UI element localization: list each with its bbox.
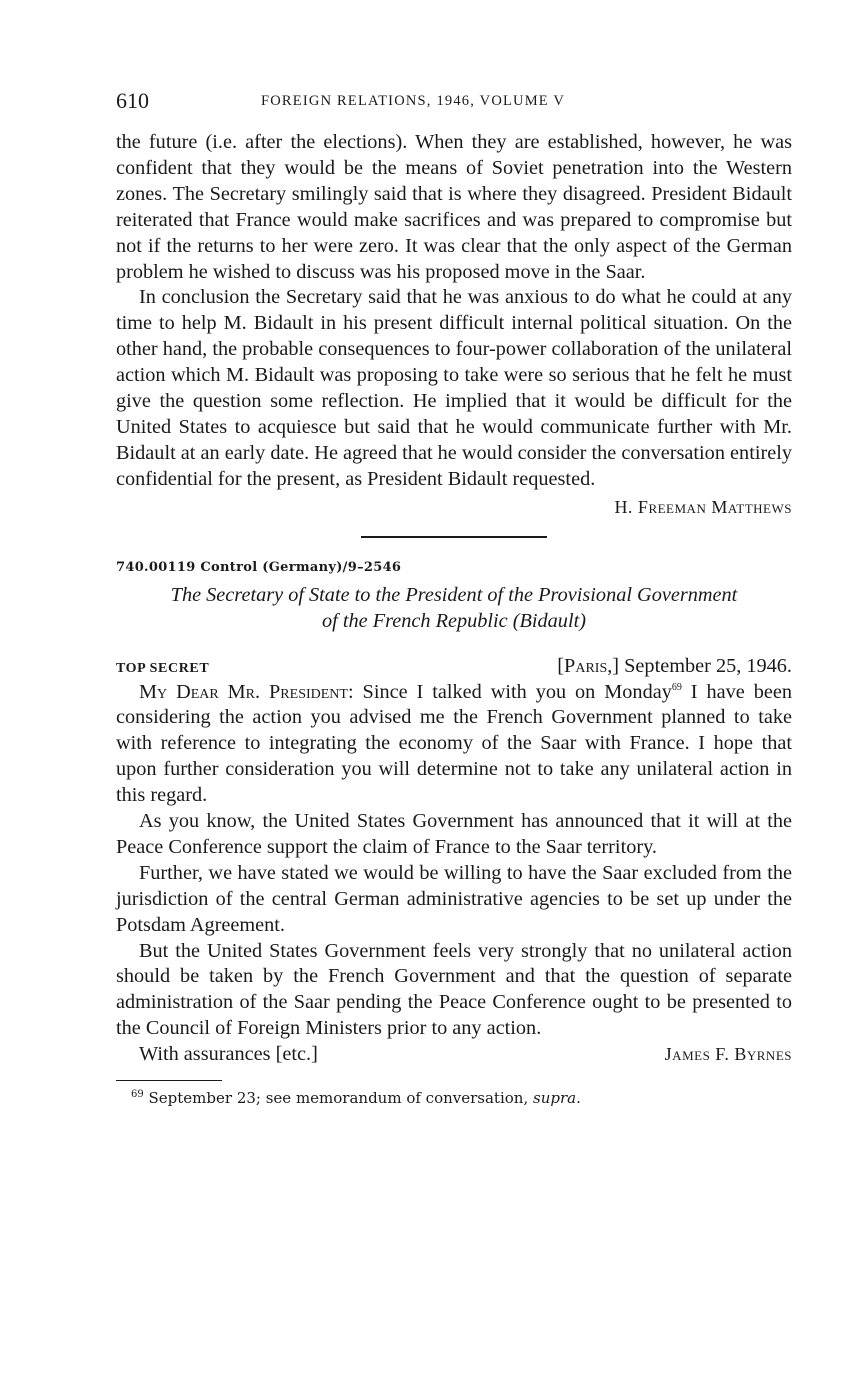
letter-signature: James F. Byrnes bbox=[664, 1044, 792, 1065]
footnote-rule bbox=[116, 1080, 222, 1081]
footnote bbox=[116, 1089, 792, 1107]
document-title bbox=[116, 583, 792, 635]
file-reference: 740.00119 Control (Germany)/9–2546 bbox=[116, 559, 402, 575]
document-title-line: The Secretary of State to the President of the Provisional Government bbox=[170, 583, 738, 606]
letter-paragraph: Further, we have stated we would be willing to have the Saar excluded from the jurisdiction of the central German administrative agencies to be set up under the Potsdam Agreement. bbox=[116, 861, 792, 936]
page-header bbox=[116, 88, 792, 118]
letter-body bbox=[116, 680, 792, 1069]
salutation: My Dear Mr. President: bbox=[139, 680, 354, 703]
section-divider bbox=[361, 536, 547, 538]
letter-text: I have been considering the action you advised me the French Government planned to take with reference to integrating the economy of the Saar with France. I hope that upon further consideration you will determine not to take any unilateral action in this regard. bbox=[116, 680, 792, 807]
document-title-line: of the French Republic (Bidault) bbox=[322, 609, 586, 632]
document-page bbox=[116, 88, 792, 1107]
letter-text: Since I talked with you on Monday bbox=[362, 680, 672, 703]
letter-paragraph: But the United States Government feels very strongly that no unilateral action should be taken by the French Government and that the question of separate administration of the Saar pending the Peace Conference ought to be presented to the Council of Foreign Ministers prior to any action. bbox=[116, 939, 792, 1040]
classification: TOP SECRET bbox=[116, 660, 210, 676]
closing: With assurances [etc.] bbox=[139, 1043, 318, 1066]
place-date bbox=[557, 655, 792, 678]
footnote-marker: 69 bbox=[131, 1089, 144, 1101]
date: September 25, 1946. bbox=[624, 654, 792, 677]
dateline bbox=[116, 655, 792, 678]
letter-paragraph bbox=[116, 680, 792, 810]
page-number: 610 bbox=[116, 88, 149, 113]
place: [Paris,] bbox=[557, 654, 620, 677]
memo-body bbox=[116, 130, 792, 493]
footnote-italic: supra. bbox=[533, 1089, 581, 1108]
memo-signature: H. Freeman Matthews bbox=[614, 496, 792, 517]
running-title: FOREIGN RELATIONS, 1946, VOLUME V bbox=[261, 93, 566, 109]
closing-line bbox=[116, 1042, 792, 1068]
letter-paragraph: As you know, the United States Government has announced that it will at the Peace Conference support the claim of France to the Saar territory. bbox=[116, 810, 792, 858]
footnote-reference: 69 bbox=[671, 681, 682, 693]
memo-paragraph: the future (i.e. after the elections). When they are established, however, he was confident that they would be the means of Soviet penetration into the Western zones. The Secretary smilingly said that is where they disagreed. President Bidault reiterated that France would make sacrifices and was prepared to compromise but not if the returns to her were zero. It was clear that the only aspect of the German problem he wished to discuss was his proposed move in the Saar. bbox=[116, 131, 792, 283]
memo-paragraph: In conclusion the Secretary said that he was anxious to do what he could at any time to help M. Bidault in his present difficult internal political situation. On the other hand, the probable consequences to four-power collaboration of the unilateral action which M. Bidault was proposing to take were so serious that he felt he must give the question some reflection. He implied that it would be difficult for the United States to acquiesce but said that he would communicate further with Mr. Bidault at an early date. He agreed that he would consider the conversation entirely confidential for the present, as President Bidault requested. bbox=[116, 286, 792, 490]
footnote-text: September 23; see memorandum of conversation, bbox=[148, 1089, 529, 1108]
